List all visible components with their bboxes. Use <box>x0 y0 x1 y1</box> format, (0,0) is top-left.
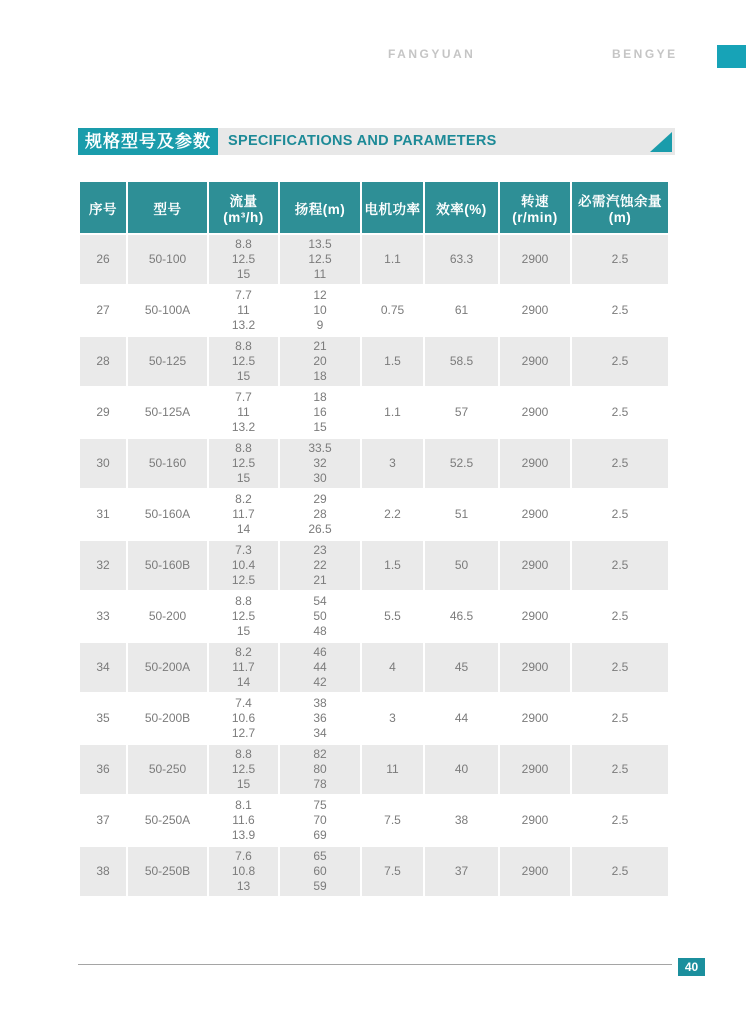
corner-accent-square <box>717 45 746 68</box>
table-cell: 3 <box>362 439 423 488</box>
table-cell: 54 50 48 <box>280 592 360 641</box>
table-cell: 50-200A <box>128 643 207 692</box>
table-cell: 8.1 11.6 13.9 <box>209 796 278 845</box>
table-cell: 7.5 <box>362 796 423 845</box>
table-cell: 37 <box>425 847 498 896</box>
table-cell: 58.5 <box>425 337 498 386</box>
column-header: 必需汽蚀余量(m) <box>572 182 668 233</box>
table-row <box>80 847 668 896</box>
table-cell: 2900 <box>500 643 570 692</box>
table-cell: 50-160B <box>128 541 207 590</box>
table-row <box>80 694 668 743</box>
table-cell: 7.7 11 13.2 <box>209 286 278 335</box>
table-cell: 2900 <box>500 439 570 488</box>
table-cell: 50-250A <box>128 796 207 845</box>
specifications-table <box>78 180 670 898</box>
table-cell: 28 <box>80 337 126 386</box>
table-cell: 29 <box>80 388 126 437</box>
table-cell: 8.8 12.5 15 <box>209 439 278 488</box>
table-cell: 27 <box>80 286 126 335</box>
table-cell: 7.6 10.8 13 <box>209 847 278 896</box>
table-body <box>80 235 668 896</box>
column-header: 电机功率 <box>362 182 423 233</box>
table-cell: 4 <box>362 643 423 692</box>
table-cell: 5.5 <box>362 592 423 641</box>
table-header-row <box>80 182 668 233</box>
table-cell: 2900 <box>500 286 570 335</box>
table-cell: 2.5 <box>572 643 668 692</box>
table-cell: 63.3 <box>425 235 498 284</box>
table-cell: 1.1 <box>362 235 423 284</box>
table-cell: 50-250B <box>128 847 207 896</box>
table-cell: 51 <box>425 490 498 539</box>
column-header: 型号 <box>128 182 207 233</box>
table-cell: 2.5 <box>572 847 668 896</box>
table-cell: 2900 <box>500 337 570 386</box>
table-cell: 38 <box>80 847 126 896</box>
column-header: 扬程(m) <box>280 182 360 233</box>
table-cell: 37 <box>80 796 126 845</box>
table-cell: 3 <box>362 694 423 743</box>
table-cell: 8.2 11.7 14 <box>209 643 278 692</box>
table-cell: 8.8 12.5 15 <box>209 745 278 794</box>
table-cell: 38 <box>425 796 498 845</box>
table-cell: 2900 <box>500 745 570 794</box>
table-cell: 8.8 12.5 15 <box>209 235 278 284</box>
table-cell: 2.5 <box>572 745 668 794</box>
table-row <box>80 490 668 539</box>
section-title-zh: 规格型号及参数 <box>78 128 218 155</box>
table-cell: 2900 <box>500 694 570 743</box>
table-cell: 0.75 <box>362 286 423 335</box>
table-row <box>80 592 668 641</box>
table-cell: 2900 <box>500 847 570 896</box>
table-cell: 18 16 15 <box>280 388 360 437</box>
table-cell: 50-125 <box>128 337 207 386</box>
table-cell: 50-100 <box>128 235 207 284</box>
table-cell: 2.5 <box>572 388 668 437</box>
table-cell: 7.7 11 13.2 <box>209 388 278 437</box>
table-row <box>80 745 668 794</box>
table-cell: 65 60 59 <box>280 847 360 896</box>
table-cell: 23 22 21 <box>280 541 360 590</box>
footer-divider <box>78 964 672 965</box>
table-cell: 1.5 <box>362 541 423 590</box>
table-cell: 29 28 26.5 <box>280 490 360 539</box>
table-cell: 50-100A <box>128 286 207 335</box>
table-cell: 46.5 <box>425 592 498 641</box>
table-row <box>80 337 668 386</box>
table-cell: 13.5 12.5 11 <box>280 235 360 284</box>
column-header: 流量(m³/h) <box>209 182 278 233</box>
table-cell: 2.2 <box>362 490 423 539</box>
table-cell: 32 <box>80 541 126 590</box>
brand-text-bengye: BENGYE <box>612 47 678 61</box>
table-cell: 34 <box>80 643 126 692</box>
table-cell: 7.3 10.4 12.5 <box>209 541 278 590</box>
table-cell: 82 80 78 <box>280 745 360 794</box>
table-cell: 26 <box>80 235 126 284</box>
page-number-badge: 40 <box>678 958 705 976</box>
table-row <box>80 388 668 437</box>
table-cell: 36 <box>80 745 126 794</box>
section-title-bar <box>78 128 675 155</box>
table-cell: 1.1 <box>362 388 423 437</box>
table-cell: 33 <box>80 592 126 641</box>
table-row <box>80 439 668 488</box>
table-cell: 44 <box>425 694 498 743</box>
table-row <box>80 643 668 692</box>
table-cell: 21 20 18 <box>280 337 360 386</box>
table-cell: 8.8 12.5 15 <box>209 592 278 641</box>
column-header: 转速(r/min) <box>500 182 570 233</box>
table-cell: 2.5 <box>572 439 668 488</box>
table-cell: 2900 <box>500 490 570 539</box>
brand-text-fangyuan: FANGYUAN <box>388 47 476 61</box>
table-cell: 40 <box>425 745 498 794</box>
table-cell: 45 <box>425 643 498 692</box>
section-title-en: SPECIFICATIONS AND PARAMETERS <box>228 133 497 149</box>
table-cell: 1.5 <box>362 337 423 386</box>
table-cell: 2900 <box>500 388 570 437</box>
table-cell: 38 36 34 <box>280 694 360 743</box>
table-cell: 50-200 <box>128 592 207 641</box>
table-cell: 61 <box>425 286 498 335</box>
table-cell: 46 44 42 <box>280 643 360 692</box>
table-cell: 2.5 <box>572 286 668 335</box>
table-cell: 50-160A <box>128 490 207 539</box>
table-cell: 35 <box>80 694 126 743</box>
table-cell: 30 <box>80 439 126 488</box>
table-cell: 50-200B <box>128 694 207 743</box>
column-header: 效率(%) <box>425 182 498 233</box>
table-cell: 57 <box>425 388 498 437</box>
table-cell: 50 <box>425 541 498 590</box>
triangle-accent-icon <box>650 132 672 152</box>
table-cell: 7.4 10.6 12.7 <box>209 694 278 743</box>
table-cell: 2900 <box>500 235 570 284</box>
table-cell: 2.5 <box>572 592 668 641</box>
table-cell: 2900 <box>500 592 570 641</box>
table-cell: 8.8 12.5 15 <box>209 337 278 386</box>
table-cell: 2.5 <box>572 694 668 743</box>
table-cell: 12 10 9 <box>280 286 360 335</box>
table-cell: 2900 <box>500 796 570 845</box>
table-cell: 2.5 <box>572 337 668 386</box>
column-header: 序号 <box>80 182 126 233</box>
table-row <box>80 235 668 284</box>
table-cell: 33.5 32 30 <box>280 439 360 488</box>
table-cell: 50-250 <box>128 745 207 794</box>
table-cell: 50-125A <box>128 388 207 437</box>
table-cell: 11 <box>362 745 423 794</box>
table-cell: 52.5 <box>425 439 498 488</box>
table-cell: 7.5 <box>362 847 423 896</box>
table-cell: 2.5 <box>572 490 668 539</box>
table-cell: 31 <box>80 490 126 539</box>
table-cell: 50-160 <box>128 439 207 488</box>
table-row <box>80 286 668 335</box>
table-cell: 2900 <box>500 541 570 590</box>
section-title-en-bar <box>218 128 675 155</box>
table-cell: 75 70 69 <box>280 796 360 845</box>
table-cell: 2.5 <box>572 796 668 845</box>
table-row <box>80 796 668 845</box>
table-cell: 2.5 <box>572 235 668 284</box>
table-row <box>80 541 668 590</box>
table-cell: 2.5 <box>572 541 668 590</box>
table-cell: 8.2 11.7 14 <box>209 490 278 539</box>
